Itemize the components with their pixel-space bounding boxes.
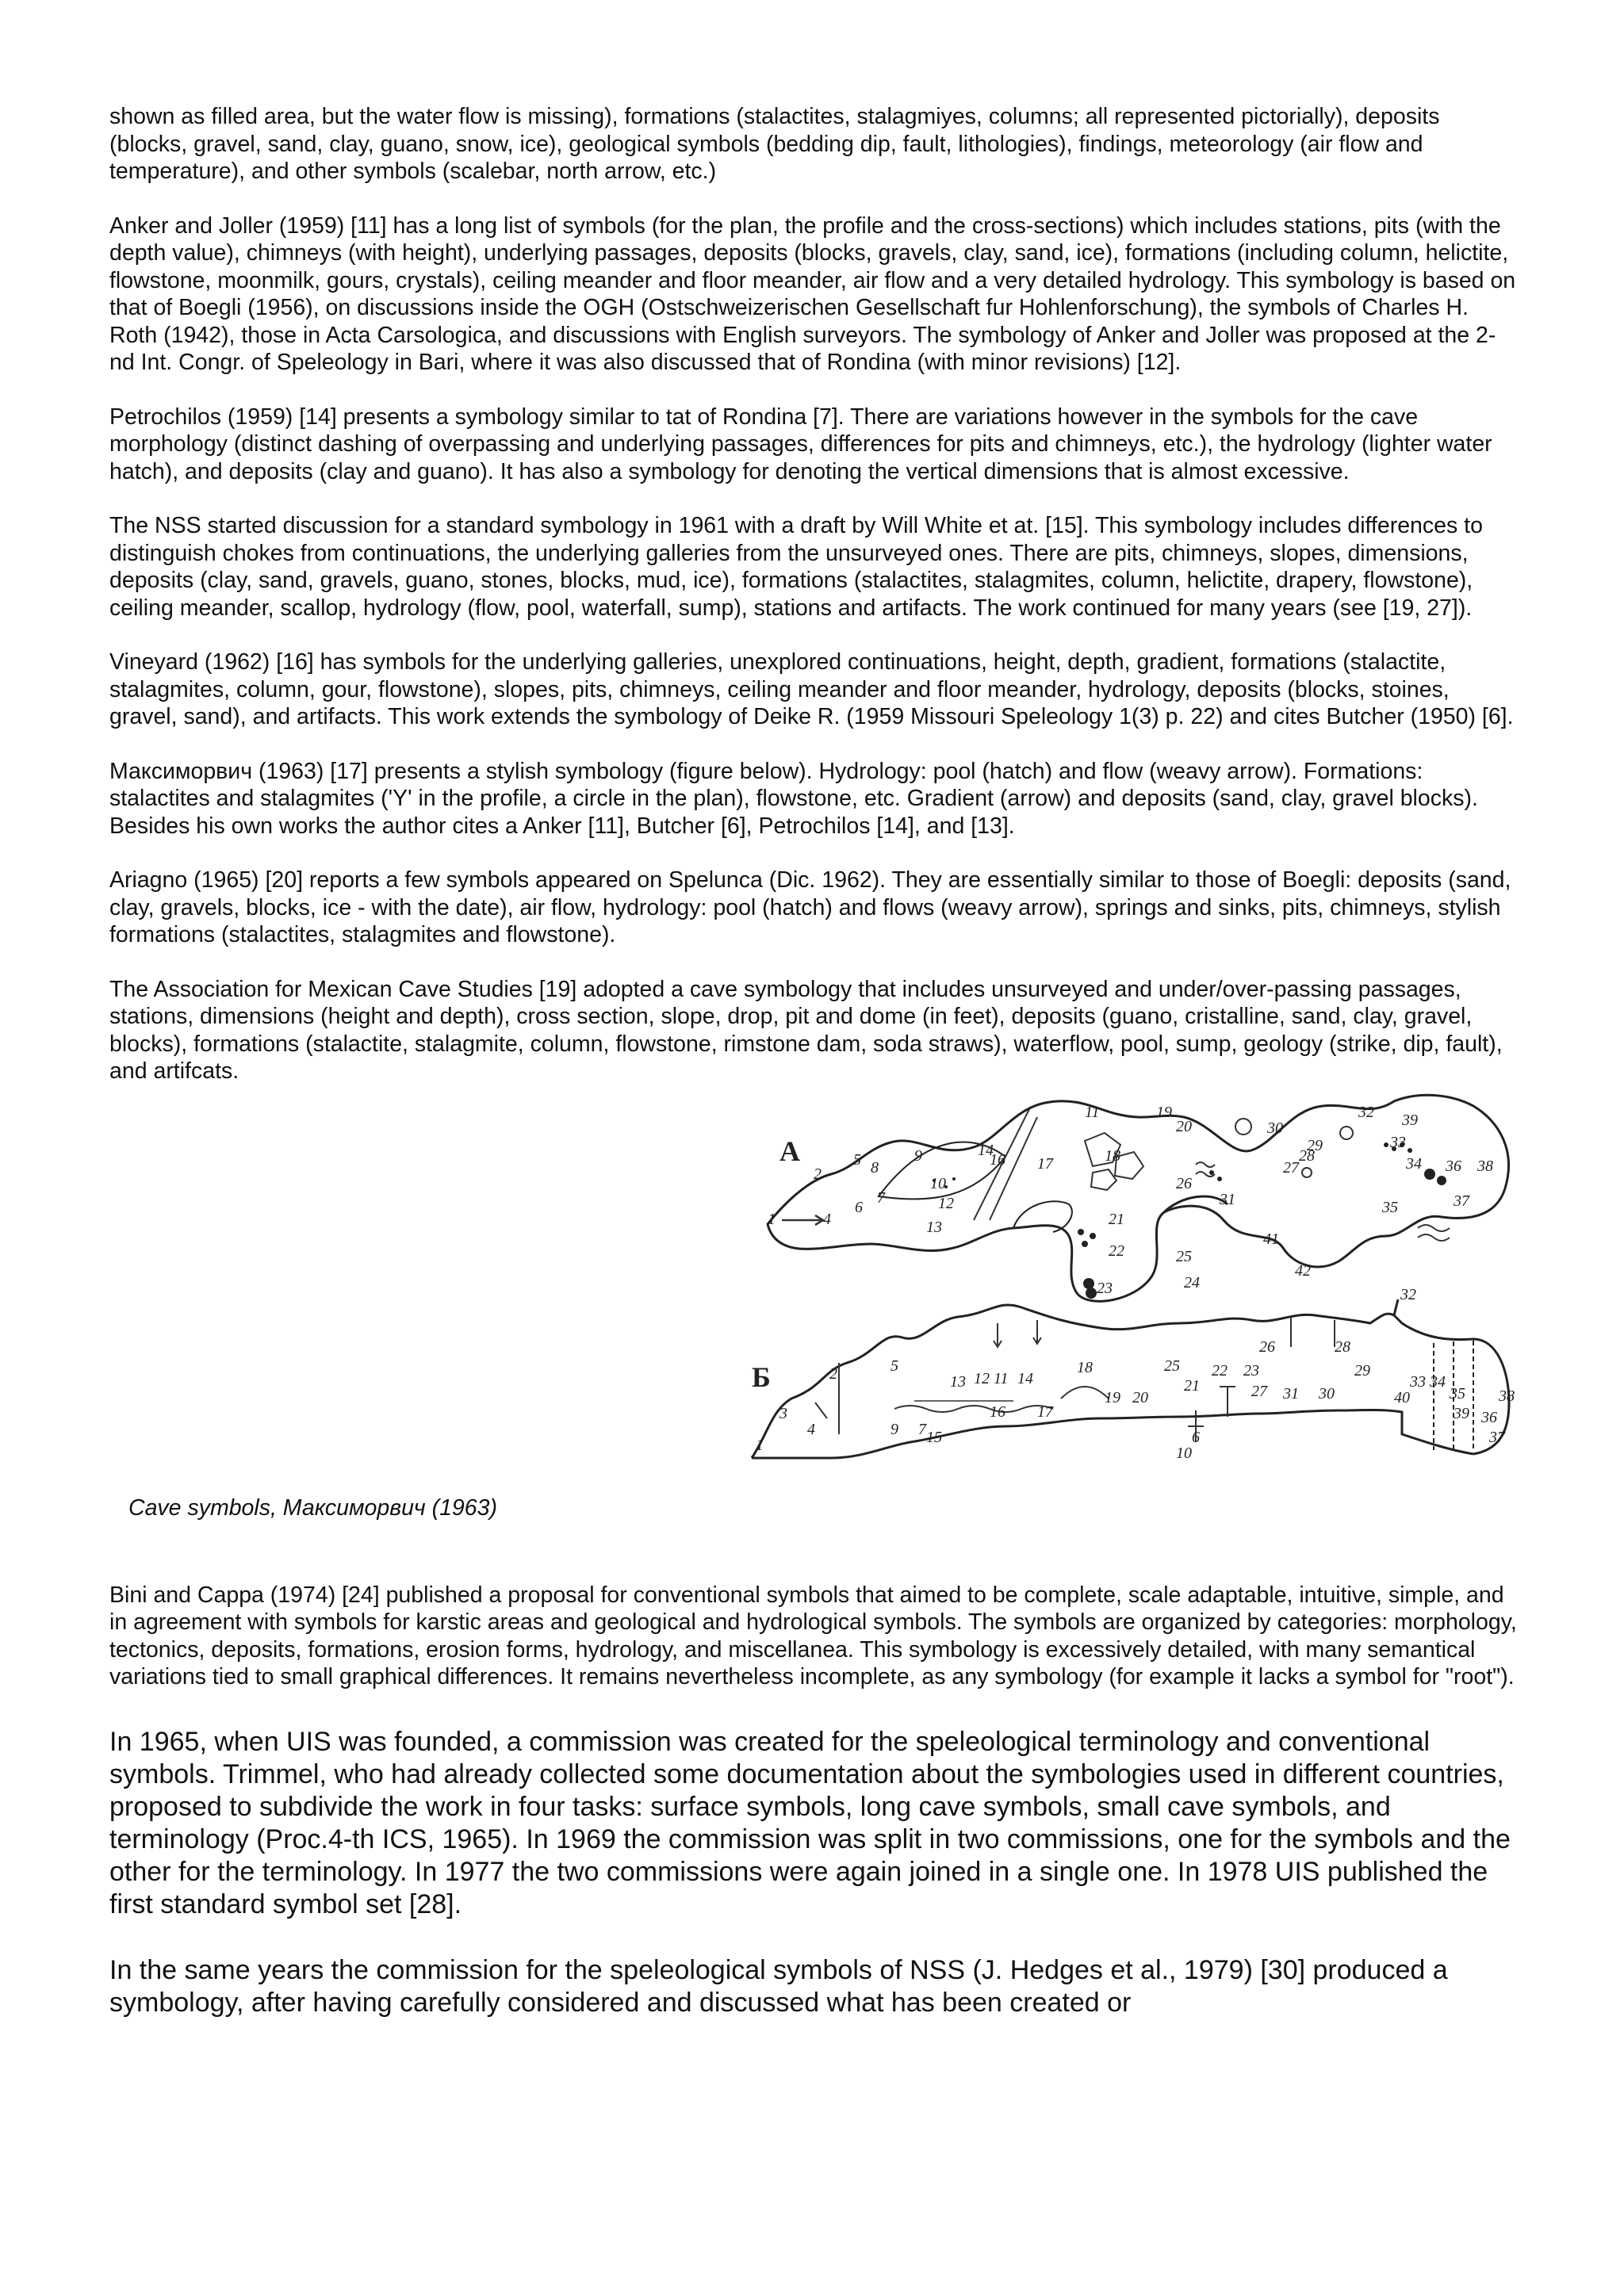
paragraph-uis-1965: In 1965, when UIS was founded, a commission was created for the speleological terminology and conventional symbols. Trimmel, who had already collected some documentation about the symbologies used in different countries, proposed to subdivide the work in four tasks: surface symbols, long cave symbols, small cave symbols, and terminology (Proc.4-th ICS, 1965). In 1969 the commission was split in two commissions, one for the symbols and the other for the terminology. In 1977 the two commissions were again joined in a single one. In 1978 UIS published the first standard symbol set [28]. (109, 1726, 1511, 1919)
paragraph-nss: The NSS started discussion for a standard symbology in 1961 with a draft by Will White et at. [15]. This symbology includes differences to distinguish chokes from continuations, the underlying galleries from the unsurveyed ones. There are pits, chimneys, slopes, dimensions, deposits (clay, sand, gravels, guano, stones, blocks, mud, ice), formations (stalactites, stalagmites, column, helictite, drapery, flowstone), ceiling meander, scallop, hydrology (flow, pool, waterfall, sump), stations and artifacts. The work continued for many years (see [19, 27]). (109, 513, 1483, 621)
svg-text:9: 9 (914, 1146, 922, 1165)
svg-text:9: 9 (891, 1420, 898, 1438)
panel-a-numbers (768, 1104, 1493, 1297)
panel-a-label: А (779, 1135, 800, 1167)
svg-text:37: 37 (1454, 1192, 1469, 1210)
svg-text:21: 21 (1109, 1210, 1124, 1228)
svg-text:1: 1 (768, 1210, 776, 1228)
svg-text:41: 41 (1263, 1230, 1279, 1248)
svg-text:34: 34 (1406, 1154, 1422, 1173)
svg-text:6: 6 (855, 1198, 863, 1216)
figure-caption: Cave symbols, Максиморвич (1963) (128, 1494, 497, 1521)
svg-text:7: 7 (877, 1188, 885, 1207)
svg-text:10: 10 (930, 1174, 946, 1192)
svg-text:26: 26 (1176, 1174, 1192, 1192)
svg-text:18: 18 (1105, 1146, 1120, 1165)
svg-text:7: 7 (918, 1420, 926, 1438)
svg-text:28: 28 (1299, 1146, 1315, 1165)
paragraph-nss-hedges: In the same years the commission for the speleological symbols of NSS (J. Hedges et al., 1979) [30] produced a symbology, after having carefully considered and discussed what has been created or (109, 1954, 1448, 2018)
svg-text:22: 22 (1109, 1242, 1124, 1260)
figure-container (109, 1085, 1521, 1482)
paragraph-bini-cappa: Bini and Cappa (1974) [24] published a proposal for conventional symbols that aimed to be complete, scale adaptable, intuitive, simple, and in agreement with symbols for karstic areas and geological and hydrological symbols. The symbols are organized by categories: morphology, tectonics, deposits, formations, erosion forms, hydrology, and miscellanea. This symbology is excessively detailed, with many semantical variations tied to small graphical differences. It remains nevertheless incomplete, as any symbology (for example it lacks a symbol for "root"). (109, 1582, 1517, 1689)
svg-text:20: 20 (1176, 1117, 1192, 1135)
svg-text:24: 24 (1184, 1273, 1200, 1292)
svg-text:11: 11 (994, 1369, 1009, 1387)
panel-b-label: Б (752, 1360, 771, 1393)
svg-text:33: 33 (1390, 1133, 1406, 1151)
paragraph-vineyard: Vineyard (1962) [16] has symbols for the underlying galleries, unexplored continuations, height, depth, gradient, formations (stalactite, stalagmites, column, gour, flowstone), slopes, pits, chimneys, ceiling meander and floor meander, hydrology, deposits (blocks, stoines, gravel, sand), and artifacts. This work extends the symbology of Deike R. (1959 Missouri Speleology 1(3) p. 22) and cites Butcher (1950) [6]. (109, 649, 1514, 729)
svg-text:36: 36 (1446, 1157, 1461, 1175)
svg-text:37: 37 (1489, 1428, 1505, 1446)
svg-text:33: 33 (1410, 1372, 1426, 1391)
svg-text:4: 4 (823, 1210, 831, 1228)
svg-text:6: 6 (1192, 1428, 1200, 1446)
svg-text:11: 11 (1085, 1103, 1100, 1121)
svg-text:22: 22 (1212, 1361, 1228, 1380)
svg-text:19: 19 (1156, 1103, 1172, 1121)
document-page (109, 103, 1521, 2019)
svg-text:26: 26 (1259, 1337, 1275, 1356)
cave-symbols-figure (736, 1085, 1521, 1466)
svg-text:20: 20 (1132, 1388, 1148, 1406)
svg-text:27: 27 (1251, 1382, 1267, 1400)
svg-text:18: 18 (1077, 1358, 1093, 1376)
svg-text:28: 28 (1335, 1337, 1350, 1356)
svg-text:31: 31 (1283, 1384, 1299, 1402)
svg-text:2: 2 (814, 1165, 822, 1183)
svg-text:5: 5 (891, 1357, 898, 1375)
spacer (109, 1521, 1521, 1582)
svg-text:13: 13 (926, 1218, 942, 1236)
svg-text:10: 10 (1176, 1444, 1192, 1462)
svg-text:4: 4 (807, 1420, 815, 1438)
svg-text:2: 2 (829, 1364, 837, 1383)
svg-text:30: 30 (1319, 1384, 1335, 1402)
svg-text:19: 19 (1105, 1388, 1120, 1406)
svg-text:30: 30 (1267, 1119, 1283, 1137)
paragraph-maksimorvich: Максиморвич (1963) [17] presents a stylish symbology (figure below). Hydrology: pool (hatch) and flow (weavy arrow). Formations: stalactites and stalagmites ('Y' in the profile, a circle in the plan), flowstone, etc. Gradient (arrow) and deposits (sand, clay, gravel blocks). Besides his own works the author cites a Anker [11], Butcher [6], Petrochilos [14], and [13]. (109, 758, 1478, 839)
svg-text:14: 14 (978, 1141, 994, 1159)
svg-text:36: 36 (1481, 1408, 1497, 1426)
svg-text:17: 17 (1037, 1154, 1053, 1173)
svg-text:29: 29 (1307, 1136, 1323, 1154)
svg-text:13: 13 (950, 1372, 966, 1391)
svg-text:42: 42 (1295, 1261, 1311, 1280)
svg-text:32: 32 (1358, 1103, 1374, 1121)
svg-text:21: 21 (1184, 1376, 1200, 1395)
svg-text:31: 31 (1220, 1190, 1235, 1208)
svg-text:23: 23 (1097, 1279, 1113, 1297)
panel-b-numbers (752, 1286, 1515, 1462)
svg-text:3: 3 (779, 1404, 787, 1422)
svg-text:35: 35 (1382, 1198, 1398, 1216)
svg-text:32: 32 (1400, 1285, 1416, 1303)
svg-text:17: 17 (1037, 1402, 1053, 1421)
svg-text:39: 39 (1402, 1111, 1418, 1129)
panel-b-profile (752, 1299, 1509, 1458)
paragraph-amcs: The Association for Mexican Cave Studies [19] adopted a cave symbology that includes unsurveyed and under/over-passing passages, stations, dimensions (height and depth), cross section, slope, drop, pit and dome (in feet), deposits (guano, cristalline, sand, clay, gravel, blocks), formations (stalactite, stalagmite, column, flowstone, rimstone dam, soda straws), waterflow, pool, sump, geology (strike, dip, fault), and artifcats. (109, 976, 1503, 1084)
svg-text:25: 25 (1176, 1247, 1192, 1265)
svg-text:40: 40 (1394, 1388, 1410, 1406)
svg-text:12: 12 (974, 1369, 990, 1387)
svg-text:38: 38 (1499, 1387, 1515, 1405)
svg-text:35: 35 (1450, 1384, 1465, 1402)
svg-text:29: 29 (1354, 1361, 1370, 1380)
svg-text:16: 16 (990, 1402, 1005, 1421)
paragraph-symbols-continued: shown as filled area, but the water flow is missing), formations (stalactites, stalagmiyes, columns; all represented pictorially), deposits (blocks, gravel, sand, clay, guano, snow, ice), geological symbols (bedding dip, fault, lithologies), findings, meteorology (air flow and temperature), and other symbols (scalebar, north arrow, etc.) (109, 104, 1440, 184)
svg-text:15: 15 (926, 1428, 942, 1446)
svg-text:14: 14 (1017, 1369, 1033, 1387)
svg-text:25: 25 (1164, 1357, 1180, 1375)
svg-text:5: 5 (853, 1150, 861, 1169)
svg-text:12: 12 (938, 1194, 954, 1212)
svg-text:16: 16 (990, 1150, 1005, 1169)
svg-text:39: 39 (1454, 1404, 1469, 1422)
svg-text:34: 34 (1430, 1372, 1446, 1391)
paragraph-ariagno: Ariagno (1965) [20] reports a few symbols appeared on Spelunca (Dic. 1962). They are essentially similar to those of Boegli: deposits (sand, clay, gravels, blocks, ice - with the date), air flow, hydrology: pool (hatch) and flows (weavy arrow), springs and sinks, pits, chimneys, stylish formations (stalactites, stalagmites and flowstone). (109, 867, 1511, 947)
svg-text:8: 8 (871, 1158, 879, 1177)
svg-text:38: 38 (1477, 1157, 1493, 1175)
paragraph-petrochilos: Petrochilos (1959) [14] presents a symbology similar to tat of Rondina [7]. There are variations however in the symbols for the cave morphology (distinct dashing of overpassing and underlying passages, differences for pits and chimneys, etc.), the hydrology (lighter water hatch), and deposits (clay and guano). It has also a symbology for denoting the vertical dimensions that is almost excessive. (109, 404, 1492, 484)
paragraph-anker-joller: Anker and Joller (1959) [11] has a long list of symbols (for the plan, the profile and the cross-sections) which includes stations, pits (with the depth value), chimneys (with height), underlying passages, deposits (blocks, gravels, clay, sand, ice), formations (including column, helictite, flowstone, moonmilk, gours, crystals), ceiling meander and floor meander, air flow and a very detailed hydrology. This symbology is based on that of Boegli (1956), on discussions inside the OGH (Ostschweizerischen Gesellschaft fur Hohlenforschung), the symbols of Charles H. Roth (1942), those in Acta Carsologica, and discussions with English surveyors. The symbology of Anker and Joller was proposed at the 2-nd Int. Congr. of Speleology in Bari, where it was also discussed that of Rondina (with minor revisions) [12]. (109, 212, 1516, 375)
svg-text:23: 23 (1243, 1361, 1259, 1380)
svg-text:1: 1 (756, 1436, 764, 1454)
svg-text:27: 27 (1283, 1158, 1299, 1177)
